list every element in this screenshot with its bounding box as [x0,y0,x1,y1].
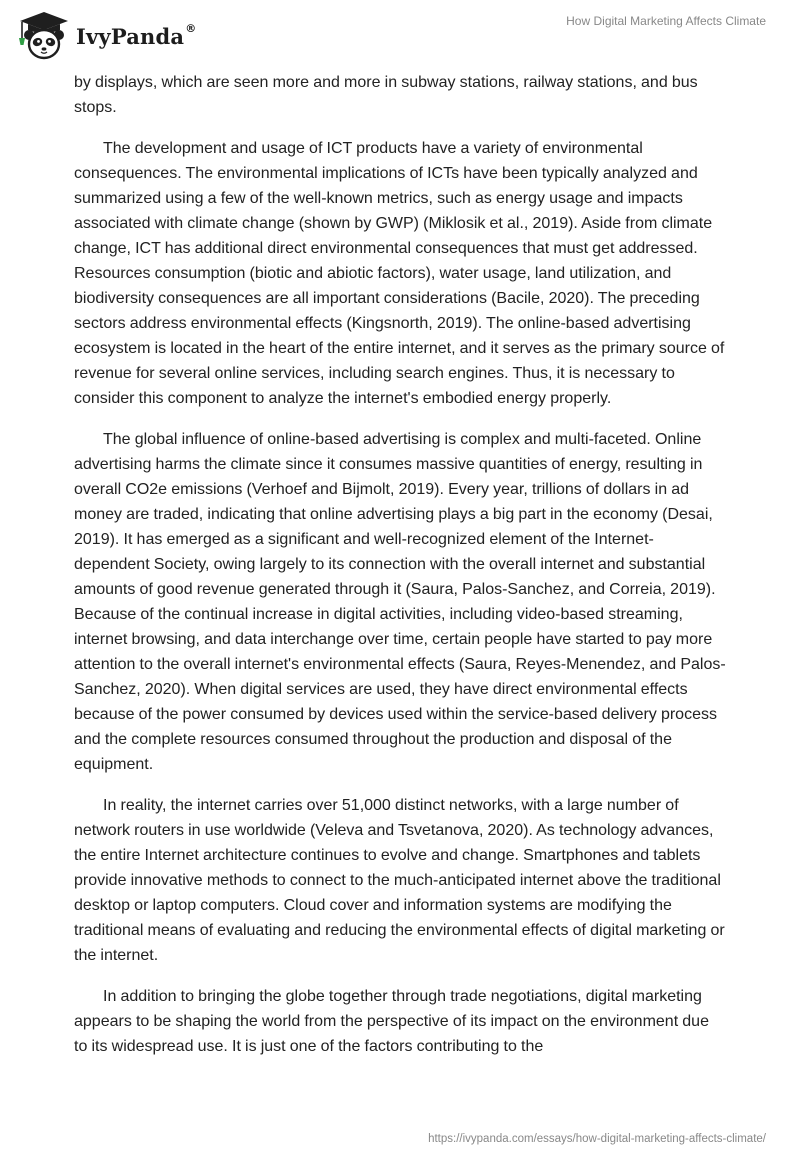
registered-mark: ® [185,21,197,35]
paragraph: The development and usage of ICT products have a variety of environmental consequences. The environmental implications of ICTs have been typically analyzed and summarized using a few of the well-known metrics, such as energy usage and impacts associated with climate change (shown by GWP) (Miklosik et al., 2019). Aside from climate change, ICT has additional direct environmental consequences that must get addressed. Resources consumption (biotic and abiotic factors), water usage, land utilization, and biodiversity consequences are all important considerations (Bacile, 2020). The preceding sectors address environmental effects (Kingsnorth, 2019). The online-based advertising ecosystem is located in the heart of the entire internet, and it serves as the primary source of revenue for several online services, including search engines. Thus, it is necessary to consider this component to analyze the internet's embodied energy properly. [74,140,725,407]
brand-logo[interactable] [14,8,196,62]
brand-name: IvyPanda® [76,21,197,49]
paragraph-continued: by displays, which are seen more and more in subway stations, railway stations, and bus stops. [74,74,698,116]
page-header [0,0,800,70]
source-url[interactable]: https://ivypanda.com/essays/how-digital-marketing-affects-climate/ [428,1133,766,1145]
paragraph: The global influence of online-based advertising is complex and multi-faceted. Online advertising harms the climate since it consumes massive quantities of energy, resulting in overall CO2e emissions (Verhoef and Bijmolt, 2019). Every year, trillions of dollars in ad money are traded, indicating that online advertising plays a big part in the economy (Desai, 2019). It has emerged as a significant and well-recognized element of the Internet-dependent Society, owing largely to its connection with the overall internet and substantial amounts of good revenue generated through it (Saura, Palos-Sanchez, and Correia, 2019). Because of the continual increase in digital activities, including video-based streaming, internet browsing, and data interchange over time, certain people have started to pay more attention to the overall internet's environmental effects (Saura, Reyes-Menendez, and Palos-Sanchez, 2020). When digital services are used, they have direct environmental effects because of the power consumed by devices used within the service-based delivery process and the complete resources consumed throughout the production and disposal of the equipment. [74,431,726,773]
essay-body [74,70,726,1075]
paragraph: In addition to bringing the globe together through trade negotiations, digital marketing appears to be shaping the world from the perspective of its impact on the environment due to its widespread use. It is just one of the factors contributing to the [74,988,709,1055]
panda-graduate-icon [14,8,74,62]
paragraph: In reality, the internet carries over 51,000 distinct networks, with a large number of network routers in use worldwide (Veleva and Tsvetanova, 2020). As technology advances, the entire Internet architecture continues to evolve and change. Smartphones and tablets provide innovative methods to connect to the much-anticipated internet above the traditional desktop or laptop computers. Cloud cover and information systems are modifying the traditional means of evaluating and reducing the environmental effects of digital marketing or the internet. [74,797,725,964]
document-title: How Digital Marketing Affects Climate [566,14,766,28]
